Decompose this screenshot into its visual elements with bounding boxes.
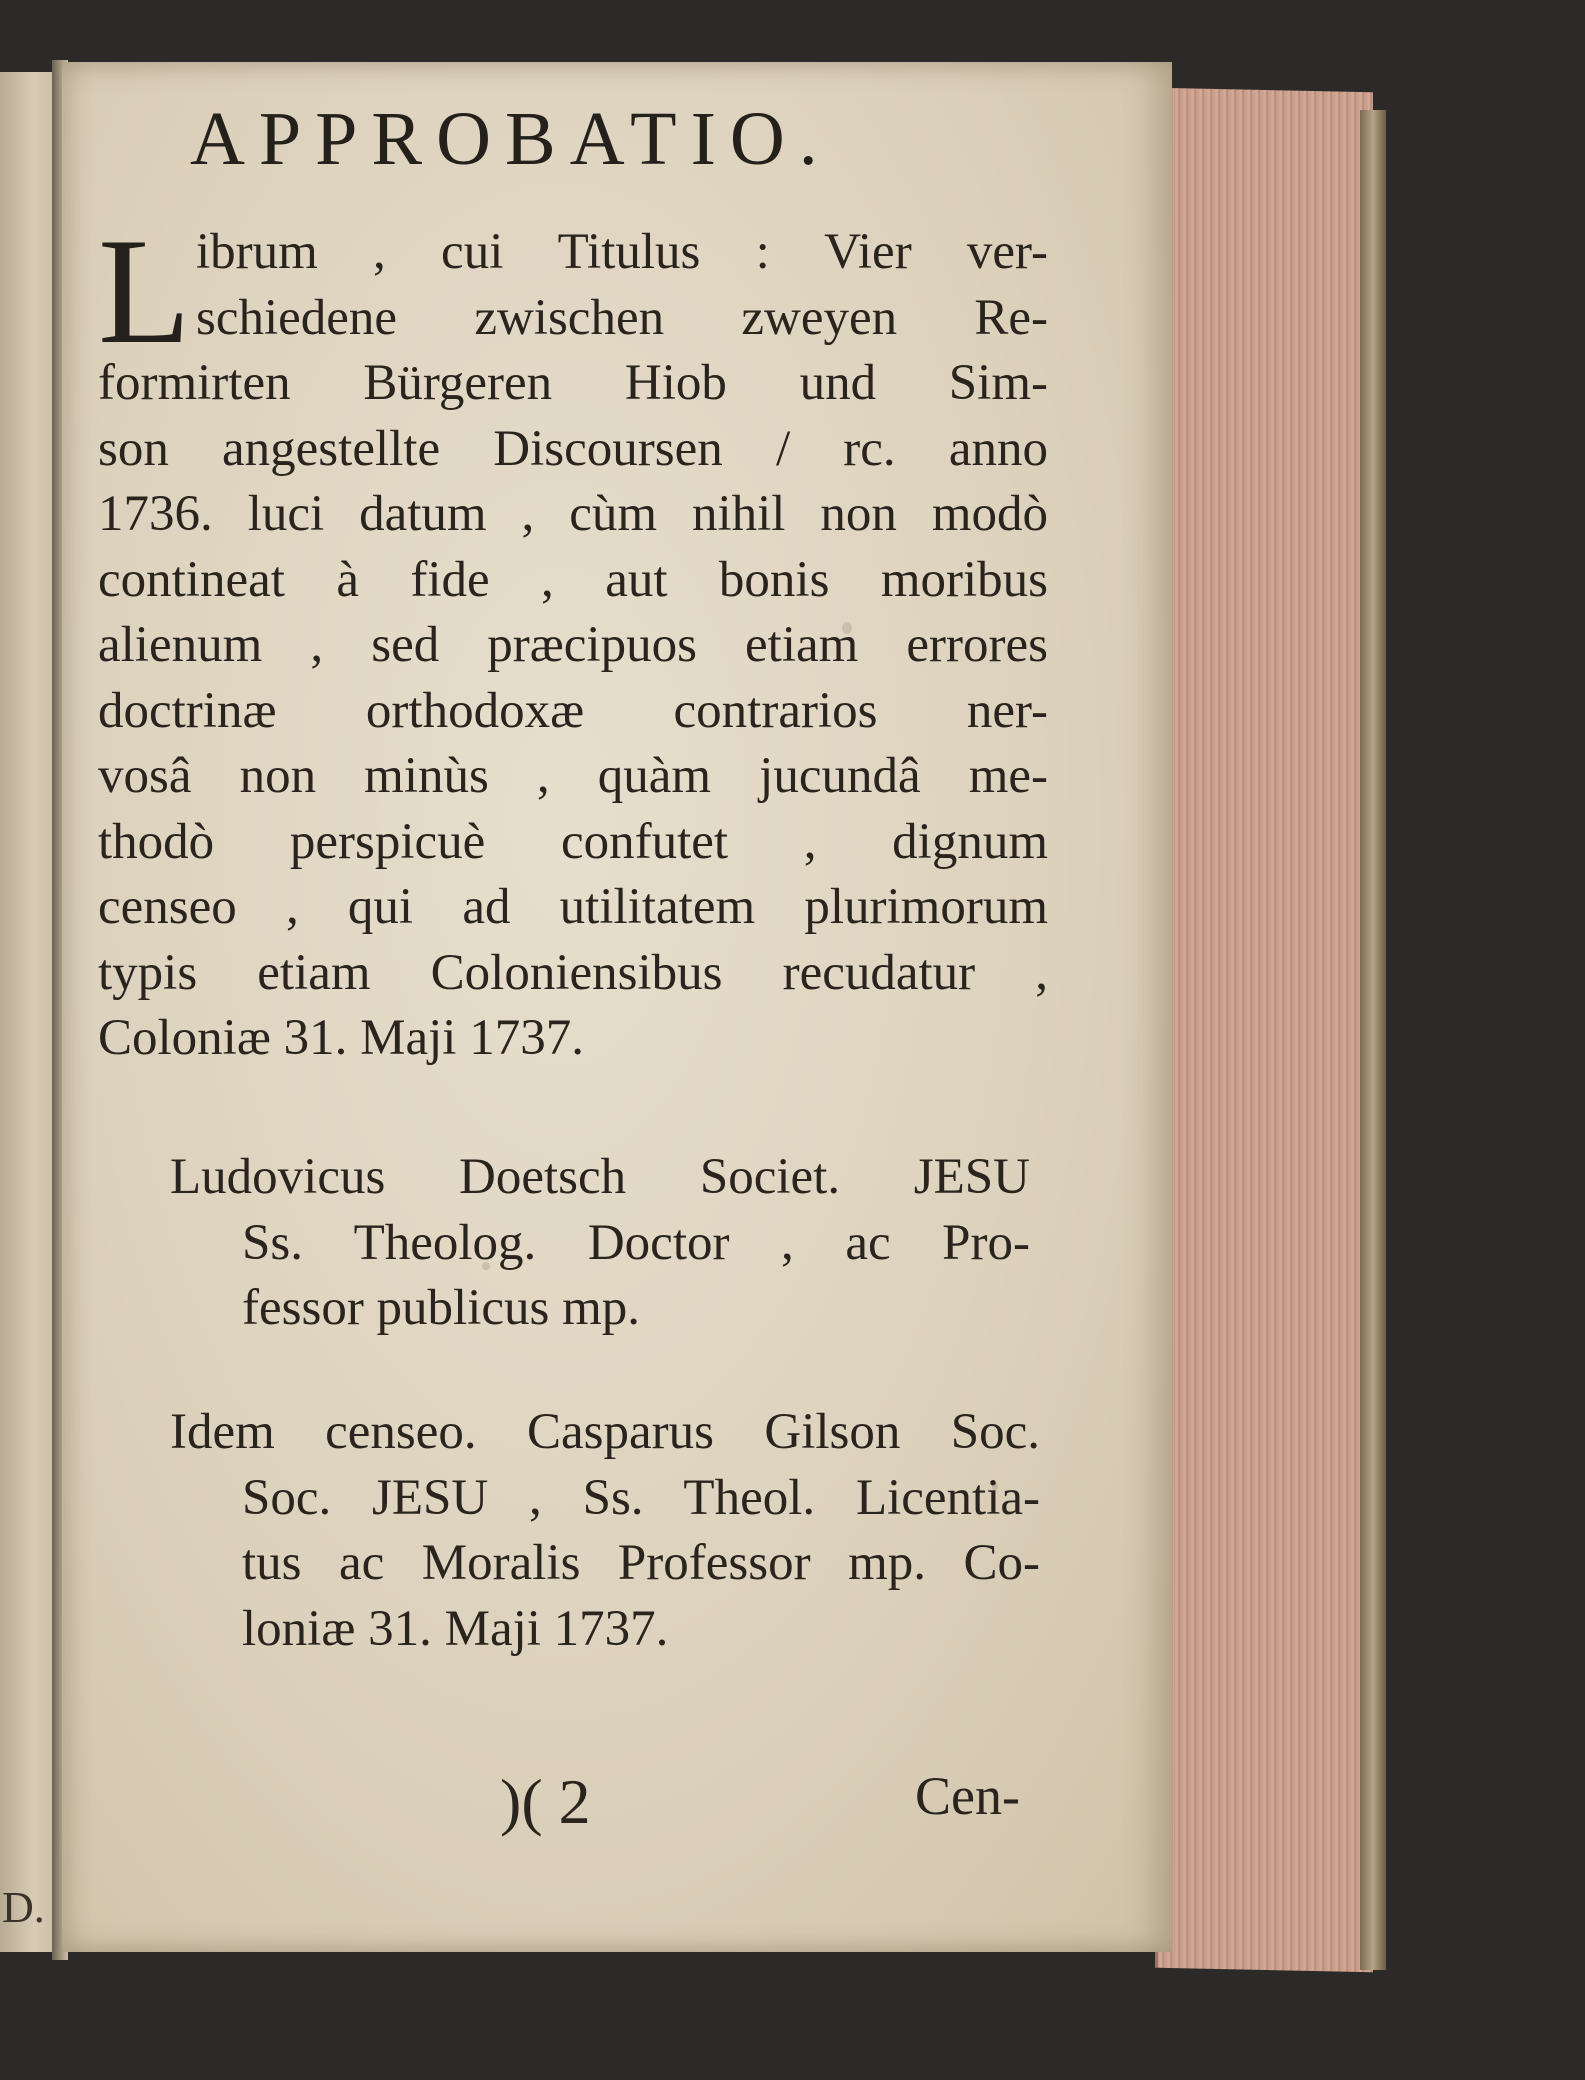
page-block-edges [1155, 88, 1373, 1973]
body-line: contineat à fide , aut bonis moribus [98, 551, 1048, 608]
signature-line: loniæ 31. Maji 1737. [242, 1600, 669, 1657]
body-line: alienum , sed præcipuos etiam errores [98, 617, 1048, 673]
signature-line: fessor publicus mp. [242, 1280, 641, 1336]
approbatio-body [98, 207, 1048, 1072]
drop-cap: L [98, 207, 191, 375]
body-line: thodò perspicuè confutet , dignum [98, 813, 1048, 870]
body-line: vosâ non minùs , quàm jucundâ me- [98, 748, 1048, 804]
page-heading: APPROBATIO. [190, 97, 832, 181]
signature-line: Ss. Theolog. Doctor , ac Pro- [242, 1214, 1030, 1271]
signature-line: tus ac Moralis Professor mp. Co- [242, 1535, 1040, 1591]
body-line: formirten Bürgeren Hiob und Sim- [98, 355, 1048, 411]
signature-mark: )( 2 [500, 1766, 591, 1837]
signature-gilson [170, 1400, 1040, 1662]
book-cover-edge [1360, 110, 1386, 1970]
body-line: schiedene zwischen zweyen Re- [196, 289, 1048, 346]
signature-line: Soc. JESU , Ss. Theol. Licentia- [242, 1469, 1040, 1526]
signature-doetsch [170, 1145, 1030, 1342]
body-line: doctrinæ orthodoxæ contrarios ner- [98, 682, 1048, 739]
previous-page-fragment: D. [2, 1883, 45, 1932]
body-line: ibrum , cui Titulus : Vier ver- [196, 224, 1048, 280]
signature-line: Ludovicus Doetsch Societ. JESU [170, 1149, 1030, 1205]
signature-line: Idem censeo. Casparus Gilson Soc. [170, 1404, 1040, 1460]
body-line: censeo , qui ad utilitatem plurimorum [98, 879, 1048, 935]
body-line: Coloniæ 31. Maji 1737. [98, 1010, 584, 1066]
body-line: typis etiam Coloniensibus recudatur , [98, 944, 1048, 1001]
body-line: son angestellte Discoursen / rc. anno [98, 420, 1048, 477]
catchword: Cen- [915, 1766, 1020, 1826]
body-line: 1736. luci datum , cùm nihil non modò [98, 486, 1048, 542]
